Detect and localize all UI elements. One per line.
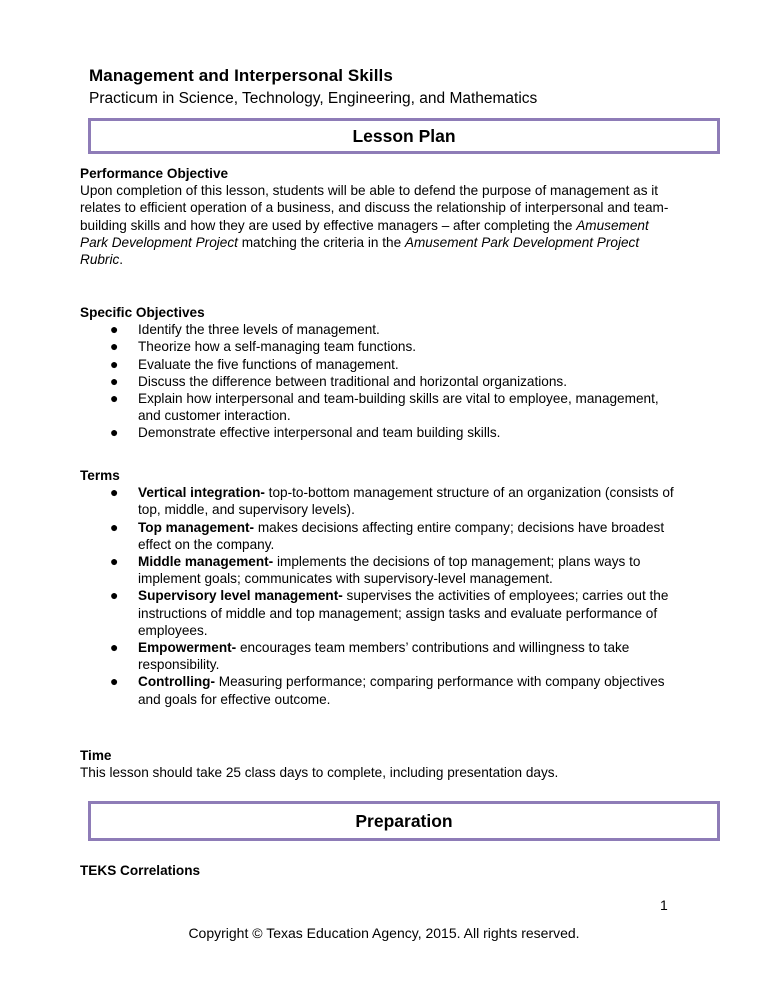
page-number: 1 (660, 897, 668, 913)
performance-objective-text: Upon completion of this lesson, students will be able to defend the purpose of management as it relates to efficient operation of a business, and discuss the relationship of interpersonal and team-building skills and how they are used by effective managers – after completing the Amusement Park Development Project matching the criteria in the Amusement Park Development Project Rubric. (80, 183, 669, 268)
list-item: ● Explain how interpersonal and team-building skills are vital to employee, management, and customer interaction. (110, 390, 659, 424)
copyright-footer: Copyright © Texas Education Agency, 2015. All rights reserved. (188, 925, 580, 941)
term-label: Middle management- (138, 554, 274, 570)
bullet-icon: ● (110, 390, 119, 407)
list-item: ● Discuss the difference between traditional and horizontal organizations. (110, 372, 567, 389)
term-item (80, 484, 680, 518)
document-title: Management and Interpersonal Skills (89, 66, 393, 85)
term-label: Empowerment- (138, 640, 237, 656)
bullet-icon: ● (110, 424, 119, 441)
term-label: Vertical integration- (138, 485, 265, 501)
term-definition: makes decisions affecting entire company; decisions have broadest effect on the company. (138, 519, 665, 552)
document-subtitle: Practicum in Science, Technology, Engineering, and Mathematics (89, 90, 538, 107)
bullet-icon: ● (110, 639, 119, 656)
bullet-icon: ● (110, 372, 119, 389)
term-item (80, 553, 680, 587)
terms-list (80, 484, 680, 708)
term-label: Top management- (138, 519, 255, 535)
specific-objectives-list (80, 321, 680, 441)
term-definition: Measuring performance; comparing performance with company objectives and goals for effective outcome. (138, 674, 665, 707)
bullet-icon: ● (110, 321, 119, 338)
list-item: ● Identify the three levels of management. (110, 321, 380, 338)
term-item (80, 519, 680, 553)
term-definition: supervises the activities of employees; carries out the instructions of middle and top management; assign tasks and evaluate performance of employees. (138, 588, 669, 638)
bullet-icon: ● (110, 518, 119, 535)
term-definition: top-to-bottom management structure of an organization (consists of top, middle, and supervisory levels). (138, 485, 674, 518)
term-definition: implements the decisions of top management; plans ways to implement goals; communicates with supervisory-level management. (138, 554, 641, 587)
bullet-icon: ● (110, 338, 119, 355)
term-item (80, 673, 680, 707)
term-label: Supervisory level management- (138, 588, 343, 604)
bullet-icon: ● (110, 587, 119, 604)
time-section (80, 747, 680, 781)
specific-objectives-section (80, 304, 680, 442)
rubric-title: Amusement Park Development Project Rubric (80, 234, 640, 268)
term-label: Controlling- (138, 674, 216, 690)
list-item: ● Evaluate the five functions of management. (110, 355, 399, 372)
performance-objective-heading: Performance Objective (80, 166, 229, 181)
term-definition: encourages team members’ contributions and willingness to take responsibility. (138, 640, 630, 673)
time-heading: Time (80, 748, 112, 763)
bullet-icon: ● (110, 484, 119, 501)
bullet-icon: ● (110, 355, 119, 372)
time-text: This lesson should take 25 class days to complete, including presentation days. (80, 765, 559, 781)
list-item: ● Theorize how a self-managing team functions. (110, 338, 417, 355)
terms-section (80, 467, 680, 708)
project-title: Amusement Park Development Project (80, 217, 649, 250)
bullet-icon: ● (110, 673, 119, 690)
lesson-plan-banner: Lesson Plan (88, 118, 720, 154)
specific-objectives-heading: Specific Objectives (80, 305, 205, 320)
list-item: ● Demonstrate effective interpersonal and team building skills. (110, 424, 501, 441)
terms-heading: Terms (80, 468, 120, 483)
teks-section (80, 862, 680, 879)
bullet-icon: ● (110, 553, 119, 570)
term-item (80, 587, 680, 639)
teks-heading: TEKS Correlations (80, 863, 201, 878)
performance-objective-section (80, 165, 680, 268)
preparation-banner: Preparation (88, 801, 720, 841)
term-item (80, 639, 680, 673)
